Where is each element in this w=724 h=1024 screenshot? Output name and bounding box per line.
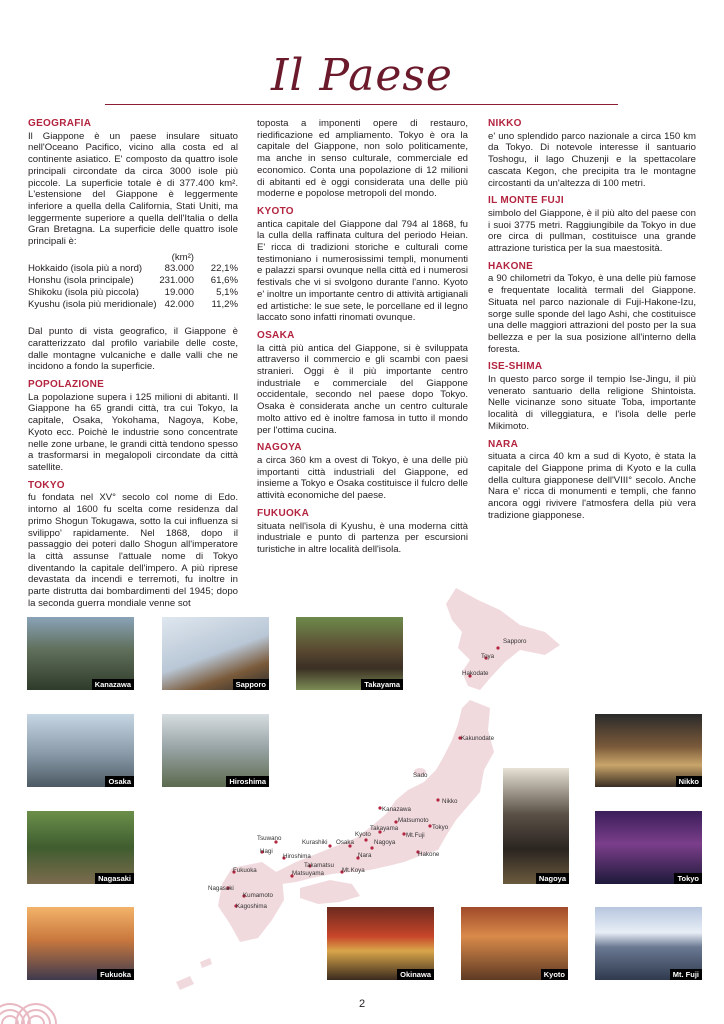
nikko-text: e' uno splendido parco nazionale a circa 150 km da Tokyo. Di notevole interesse il santuario Toshogu, il lago Chuzenji e la spettacolare cascata Kegon, che precipita tra le montagne circostanti da un'altezza di 100 metri. bbox=[488, 130, 696, 189]
photo-kanazawa bbox=[27, 617, 134, 690]
island-name: Shikoku (isola più piccola) bbox=[28, 286, 139, 298]
place-label: Nagasaki bbox=[208, 885, 234, 892]
nara-text: situata a circa 40 km a sud di Kyoto, è stata la capitale del Giappone prima di Kyoto e la culla della cultura giapponese dell'VIII° secolo. Anche Nara e' ricca di monumenti e templi, che fanno ancora oggi rivivere l'atmosfera della più vera tradizione giapponese. bbox=[488, 451, 696, 521]
photo-caption: Tokyo bbox=[674, 873, 702, 884]
photo-caption: Fukuoka bbox=[97, 969, 134, 980]
table-row bbox=[28, 287, 238, 299]
island-area: 42.000 bbox=[164, 298, 194, 310]
place-label: Kanazawa bbox=[382, 806, 411, 813]
photo-hiroshima bbox=[162, 714, 269, 787]
photo-caption: Osaka bbox=[105, 776, 134, 787]
photo-caption: Nagasaki bbox=[95, 873, 134, 884]
photo-sapporo bbox=[162, 617, 269, 690]
table-row bbox=[28, 299, 238, 311]
place-label: Kagoshima bbox=[236, 903, 267, 910]
column-2 bbox=[257, 118, 468, 556]
title-rule bbox=[105, 104, 618, 105]
photo-nikko bbox=[595, 714, 702, 787]
place-label: Takayama bbox=[370, 825, 399, 832]
place-label: Nikko bbox=[442, 798, 458, 805]
place-label: Osaka bbox=[336, 839, 354, 846]
heading-osaka: OSAKA bbox=[257, 329, 295, 341]
island-name: Honshu (isola principale) bbox=[28, 275, 134, 287]
heading-nikko: NIKKO bbox=[488, 118, 522, 129]
island-area: 19.000 bbox=[164, 286, 194, 298]
photo-takayama bbox=[296, 617, 403, 690]
island-pct: 61,6% bbox=[210, 275, 238, 287]
place-label: Sapporo bbox=[503, 638, 527, 645]
place-label: Kakunodate bbox=[461, 735, 495, 742]
photo-tokyo bbox=[595, 811, 702, 884]
place-label: Hakodate bbox=[462, 670, 489, 677]
island-pct: 11,2% bbox=[211, 298, 238, 310]
place-label: Toya bbox=[481, 653, 495, 660]
tokyo-text-cont: toposta a imponenti opere di restauro, riedificazione ed ampliamento. Tokyo è ora la capitale del Giappone, non solo politicamente, ma anche in senso culturale, commerciale ed economico. Conta una popolazione di 12 milioni di abitanti ed è oggi considerata una delle più moderne e popolose metropoli del mondo. bbox=[257, 118, 468, 200]
place-label: Matsuyama bbox=[292, 870, 324, 877]
page-number: 2 bbox=[358, 998, 366, 1010]
place-label: Kumamoto bbox=[243, 892, 273, 899]
fuji-text: simbolo del Giappone, è il più alto del paese con i suoi 3775 metri. Raggiungibile da Tokyo in due ore circa di pullman, costituisce una grande attrazione turistica per la sua maestosità. bbox=[488, 207, 696, 255]
photo-kyoto bbox=[461, 907, 568, 980]
place-label: Kurashiki bbox=[302, 839, 328, 846]
island-name: Kyushu (isola più meridionale) bbox=[28, 298, 157, 310]
place-label: Hagi bbox=[260, 848, 273, 855]
heading-popolazione: POPOLAZIONE bbox=[28, 379, 105, 391]
place-label: Mt.Koya bbox=[342, 867, 365, 874]
place-label: Hakone bbox=[418, 851, 440, 858]
heading-nara: NARA bbox=[488, 438, 519, 450]
area-unit: (km²) bbox=[171, 251, 194, 263]
place-label: Mt.Fuji bbox=[406, 832, 425, 839]
photo-nagoya bbox=[503, 768, 569, 884]
place-label: Nagoya bbox=[374, 839, 396, 846]
photo-nagasaki bbox=[27, 811, 134, 884]
table-row bbox=[28, 263, 238, 275]
island-area: 83.000 bbox=[164, 263, 194, 275]
heading-tokyo: TOKYO bbox=[28, 479, 65, 491]
photo-osaka bbox=[27, 714, 134, 787]
photo-caption: Kanazawa bbox=[92, 679, 134, 690]
photo-fukuoka bbox=[27, 907, 134, 980]
photo-caption: Takayama bbox=[361, 679, 403, 690]
islands-table bbox=[28, 252, 238, 311]
place-label: Tokyo bbox=[432, 824, 449, 831]
popolazione-text: La popolazione supera i 125 milioni di abitanti. Il Giappone ha 65 grandi città, tra cui Tokyo, la capitale, Osaka, Yokohama, Nagoya, Kobe, Kyoto ecc. Poichè le industrie sono concentrate nelle zone urbane, le grandi città tendono spesso a trasformarsi in megalopoli circondate da città satellite. bbox=[28, 391, 238, 473]
photo-caption: Okinawa bbox=[397, 969, 434, 980]
heading-monte-fuji: IL MONTE FUJI bbox=[488, 195, 564, 207]
place-label: Hiroshima bbox=[283, 853, 311, 860]
heading-geografia: GEOGRAFIA bbox=[28, 118, 92, 129]
ise-shima-text: In questo parco sorge il tempio Ise-Jingu, il più venerato santuario della religione Shintoista. Nelle vicinanze sono situate Toba, importante località di villeggiatura, e l'isola delle perle Mikimoto. bbox=[488, 374, 696, 432]
photo-mt-fuji bbox=[595, 907, 702, 980]
heading-nagoya: NAGOYA bbox=[257, 442, 302, 454]
geografia-text-2: Dal punto di vista geografico, il Giappone è caratterizzato dal profilo variabile delle coste, dalle montagne vulcaniche e dalle valli che ne incidono a fondo la superficie. bbox=[28, 326, 238, 373]
heading-hakone: HAKONE bbox=[488, 260, 534, 272]
photo-caption: Kyoto bbox=[541, 969, 568, 980]
photo-caption: Hiroshima bbox=[226, 776, 269, 787]
place-label: Nara bbox=[358, 852, 372, 859]
heading-ise-shima: ISE-SHIMA bbox=[488, 361, 543, 373]
hakone-text: a 90 chilometri da Tokyo, è una delle più famose e frequentate località termali del Giappone. Situata nel parco nazionale di Fuji-Hakone-Izu, sorge sulle sponde del lago Ashi, che costituisce una delle maggiori attrazioni del posto per la sua bellezza e per la sua posizione all'interno della foresta. bbox=[488, 273, 696, 355]
heading-fukuoka: FUKUOKA bbox=[257, 507, 310, 519]
column-1 bbox=[28, 118, 238, 609]
page-title: Il Paese bbox=[271, 50, 453, 101]
nagoya-text: a circa 360 km a ovest di Tokyo, è una delle più importanti città industriali del Giappone, ed insieme a Tokyo e Osaka costituisce il fulcro delle attività economiche del paese. bbox=[257, 454, 468, 502]
fukuoka-text: situata nell'isola di Kyushu, è una moderna città industriale e punto di partenza per escursioni turistiche in altre località dell'isola. bbox=[257, 520, 468, 555]
tokyo-text: fu fondata nel XV° secolo col nome di Edo. intorno al 1600 fu scelta come residenza dal primo Shogun Tokugawa, sotto la cui influenza si svilippo' rapidamente. Nel 1868, dopo il passaggio dei poteri dallo Shogun all'imperatore la città assunse l'attuale nome di Tokyo diventando la capitale dell'impero. A più riprese devastata da incendi e terremoti, fu inoltre in parte distrutta dai bombardimenti del 1945; dopo la seconda guerra mondiale venne sot bbox=[28, 492, 238, 609]
photo-caption: Mt. Fuji bbox=[670, 969, 702, 980]
place-label: Tsuwano bbox=[257, 835, 282, 842]
photo-caption: Sapporo bbox=[233, 679, 269, 690]
island-name: Hokkaido (isola più a nord) bbox=[28, 263, 143, 275]
heading-kyoto: KYOTO bbox=[257, 205, 294, 217]
island-pct: 5,1% bbox=[216, 286, 238, 298]
place-label: Takamatsu bbox=[304, 862, 334, 869]
table-row bbox=[28, 275, 238, 287]
island-area: 231.000 bbox=[159, 275, 194, 287]
photo-caption: Nagoya bbox=[536, 873, 569, 884]
island-pct: 22,1% bbox=[210, 263, 238, 275]
photo-caption: Nikko bbox=[676, 776, 702, 787]
place-label: Fukuoka bbox=[233, 867, 257, 874]
column-3 bbox=[488, 118, 696, 522]
kyoto-text: antica capitale del Giappone dal 794 al 1868, fu la culla della raffinata cultura del periodo Heian. E' ricca di tradizioni storiche e culturali come testimoniano i numerosissimi templi, monumenti e palazzi sparsi ovunque nella città ed i numerosi festivals che vi si svolgono durante l'anno. Kyoto e' inoltre un importante centro di attività artigianali ed artistiche: le sue sete, le porcellane ed il legno laccato sono infatti rinomati ovunque. bbox=[257, 218, 468, 324]
geografia-text: Il Giappone è un paese insulare situato nell'Oceano Pacifico, vicino alla costa ed al continente asiatico. E' composto da quattro isole principali circondate da circa 3000 isole più piccole. La superficie totale è di 377.400 km². L'estensione del Giappone è leggermente inferiore a quella della California, Stati Uniti, ma leggermente superiore a quella dell'Italia o della Gran Bretagna. La superficie delle quattro isole principali è: bbox=[28, 130, 238, 248]
photo-okinawa bbox=[327, 907, 434, 980]
place-label: Sado bbox=[413, 772, 428, 779]
place-label: Kyoto bbox=[355, 831, 371, 838]
place-label: Matsumoto bbox=[398, 817, 429, 824]
osaka-text: la città più antica del Giappone, si è sviluppata attraverso il commercio e gli scambi con paesi stranieri. Oggi è il più importante centro industriale e commerciale del Giappone occidentale, secondo nel paese dopo Tokyo. Osaka è considerata anche un centro culturale molto attivo ed è inoltre famosa in tutto il mondo per l'ottima cucina. bbox=[257, 342, 468, 436]
